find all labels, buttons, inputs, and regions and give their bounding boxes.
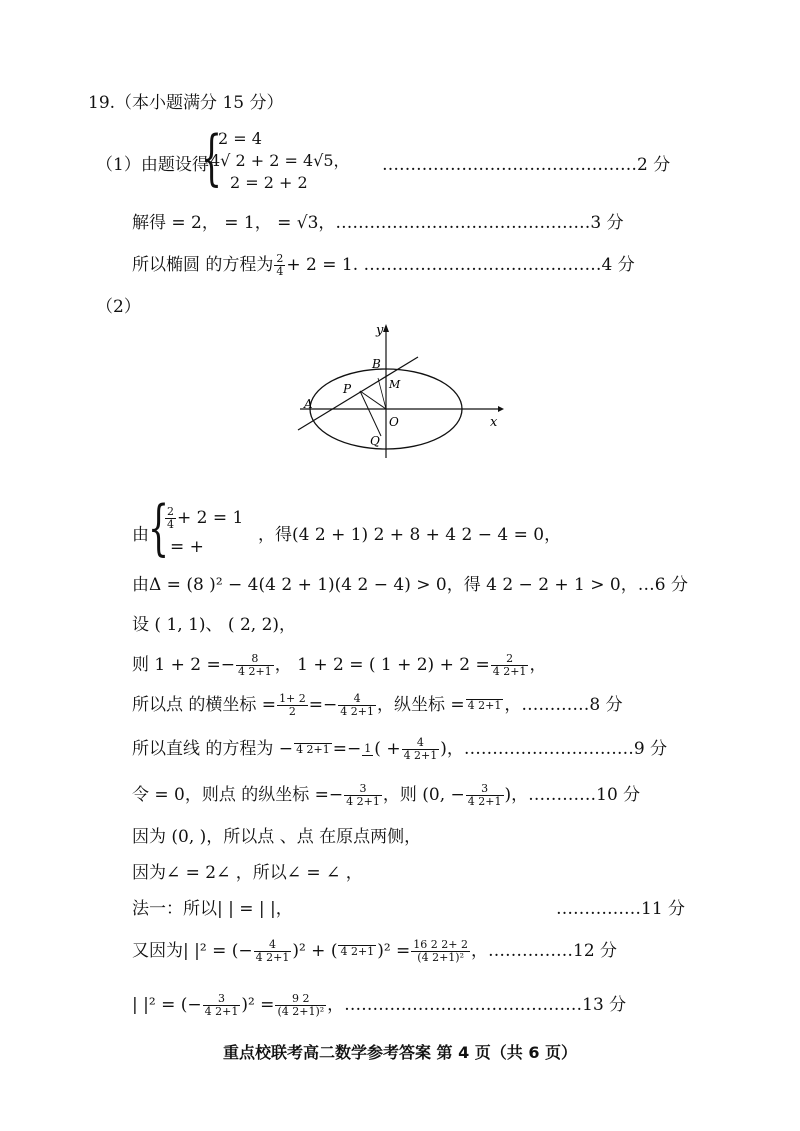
system-eq-1: 2 = 4 xyxy=(218,129,262,148)
ellipse-eq-text-a: 所以椭圆 的方程为 xyxy=(132,255,274,275)
l1-prefix: 由 xyxy=(132,525,149,545)
problem-heading: 19.（本小题满分 15 分） xyxy=(88,93,284,113)
l1-rest: ，得(4 2 + 1) 2 + 8 + 4 2 − 4 = 0， xyxy=(258,525,562,545)
y-axis-arrow xyxy=(383,324,389,332)
l4-vieta: 则 1 + 2 =− $\frac{8}{4 2+1}$ ， 1 + 2 = ( 1 + 2) + 2 = $\frac{2}{4 2+1}$ ， xyxy=(132,652,547,678)
ellipse-eq-text-b: + 2 = 1. ……………………………………4 分 xyxy=(286,255,635,275)
ellipse-figure xyxy=(290,320,510,460)
l6-line-equation: 所以直线 的方程为 − 4 2+1 =− 1 ( + $\frac{4}{4 2+1}$ )，…………………………9 分 xyxy=(132,736,668,762)
ellipse-equation-line xyxy=(132,250,635,278)
label-x: x xyxy=(490,415,498,430)
label-m: M xyxy=(389,378,401,391)
label-y: y xyxy=(376,323,384,338)
label-b: B xyxy=(372,357,381,371)
l2-discriminant: 由Δ = (8 )² − 4(4 2 + 1)(4 2 − 4) > 0，得 4 2 − 2 + 1 > 0，…6 分 xyxy=(132,575,688,595)
page-footer: 重点校联考高二数学参考答案 第 4 页（共 6 页） xyxy=(222,1043,578,1062)
l9-angles: 因为∠ = 2∠ ，所以∠ = ∠ ， xyxy=(132,863,363,883)
l10-method-one: 法一：所以| | = | |， xyxy=(132,899,293,919)
label-o: O xyxy=(389,415,399,429)
l7-intercept: 令 = 0，则点 的纵坐标 =− $\frac{3}{4 2+1}$ ，则 (0, − $\frac{3}{4 2+1}$ )，…………10 分 xyxy=(132,782,641,808)
l1-sys-b: = + xyxy=(170,537,204,557)
l5-midpoint: 所以点 的横坐标 = $\frac{1+ 2}{2}$ =− $\frac{4}{4 2+1}$ ，纵坐标 = 4 2+1 ，…………8 分 xyxy=(132,692,623,718)
label-p: P xyxy=(343,382,352,396)
label-a: A xyxy=(304,397,313,411)
l10-score: ……………11 分 xyxy=(556,899,686,919)
label-q: Q xyxy=(370,434,380,448)
system-eq-3: 2 = 2 + 2 xyxy=(230,173,308,192)
x-axis-arrow xyxy=(498,406,504,412)
score-2: ………………………………………2 分 xyxy=(382,155,671,175)
system-brace: { xyxy=(201,123,223,193)
l8-both-sides: 因为 (0, )，所以点 、点 在原点两侧， xyxy=(132,827,422,847)
l1-brace: { xyxy=(148,493,170,563)
solve-line: 解得 = 2， = 1， = √3，………………………………………3 分 xyxy=(132,213,624,233)
ellipse-eq-frac: $\frac{2}{4}$ xyxy=(276,252,284,278)
system-eq-2: 4√ 2 + 2 = 4√5， xyxy=(210,151,350,170)
l11-distance-squared: 又因为| |² = (− $\frac{4}{4 2+1}$ )² + ( 4 2+1 )² = $\frac{16 2 2+ 2}{\text{(4 2+1)²}}$ ，……………12 分 xyxy=(132,938,618,964)
part1-label: （1）由题设得 xyxy=(96,155,209,175)
l12-distance-squared: | |² = (− $\frac{3}{4 2+1}$ )² = $\frac{9 2}{\text{(4 2+1)²}}$ ，……………………………………13 分 xyxy=(132,992,627,1018)
part2-label: （2） xyxy=(96,297,141,317)
l1-sys-a: $\frac{2}{4}$ + 2 = 1 xyxy=(167,505,244,531)
l3-points: 设 ( 1, 1)、 ( 2, 2)， xyxy=(132,615,297,635)
